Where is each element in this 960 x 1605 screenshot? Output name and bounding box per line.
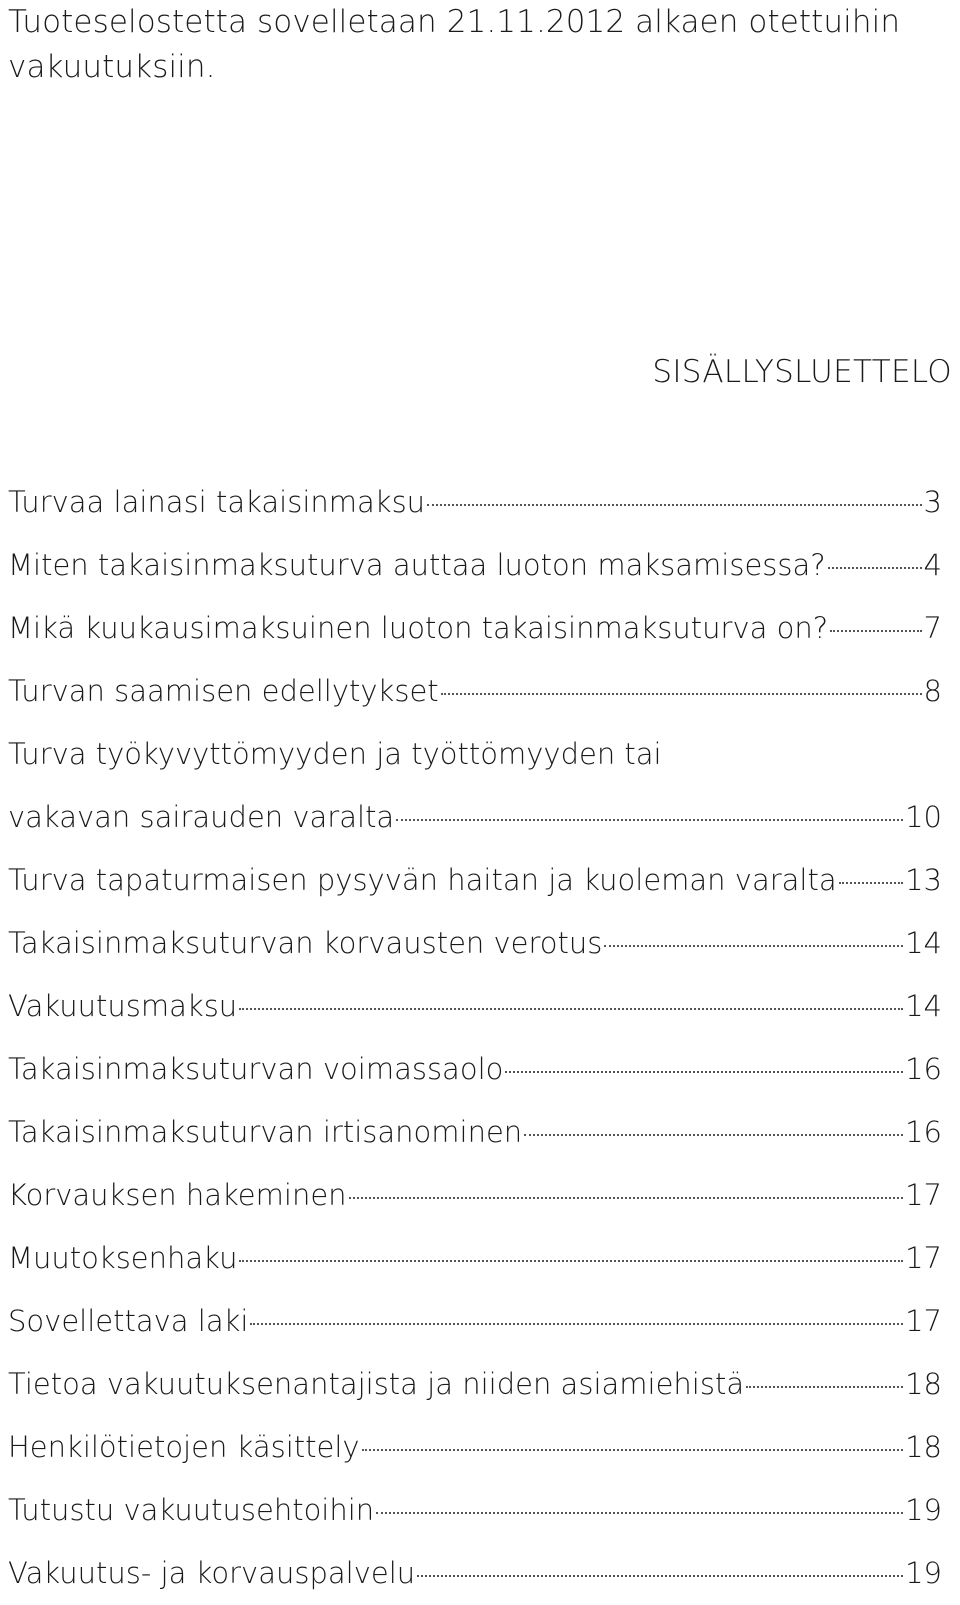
toc-entry[interactable] (8, 1038, 956, 1101)
toc-page-number: 17 (905, 1178, 942, 1212)
toc-page-number: 16 (905, 1052, 942, 1086)
toc-entry-text: Mikä kuukausimaksuinen luoton takaisinmaksuturva on? (8, 611, 829, 645)
toc-page-number: 14 (905, 989, 942, 1023)
toc-leader-dots (604, 945, 903, 947)
toc-entry-text: Takaisinmaksuturvan voimassaolo (8, 1052, 504, 1086)
toc-page-number: 13 (905, 863, 942, 897)
toc-page-number: 17 (905, 1241, 942, 1275)
toc-leader-dots (828, 567, 922, 569)
toc-page-number: 18 (905, 1367, 942, 1401)
toc-leader-dots (427, 504, 921, 506)
toc-entry-text: Turvaa lainasi takaisinmaksu (8, 485, 426, 519)
toc-leader-dots (349, 1197, 904, 1199)
toc-entry-text: Korvauksen hakeminen (8, 1178, 347, 1212)
toc-entry[interactable] (8, 786, 956, 849)
toc-page-number: 3 (923, 485, 942, 519)
toc-entry-text: Tutustu vakuutusehtoihin (8, 1493, 375, 1527)
toc-entry-text: vakavan sairauden varalta (8, 800, 395, 834)
intro-text: Tuoteselostetta sovelletaan 21.11.2012 alkaen otettuihin vakuutuksiin. (8, 4, 901, 85)
toc-entry-text: Turva tapaturmaisen pysyvän haitan ja kuoleman varalta (8, 863, 837, 897)
toc-leader-dots (441, 693, 922, 695)
toc-entry[interactable] (8, 1479, 956, 1542)
toc-leader-dots (250, 1323, 903, 1325)
toc-page-number: 17 (905, 1304, 942, 1338)
toc-page-number: 16 (905, 1115, 942, 1149)
toc-entry[interactable] (8, 1290, 956, 1353)
toc-entry-text: Turvan saamisen edellytykset (8, 674, 439, 708)
toc-entry[interactable] (8, 849, 956, 912)
toc-leader-dots (830, 630, 921, 632)
toc-title: SISÄLLYSLUETTELO (652, 354, 952, 390)
toc-entry[interactable] (8, 534, 956, 597)
toc-entry-text: Tietoa vakuutuksenantajista ja niiden asiamiehistä (8, 1367, 745, 1401)
toc-entry-text: Takaisinmaksuturvan korvausten verotus (8, 926, 603, 960)
toc-leader-dots (839, 882, 903, 884)
toc-entry[interactable] (8, 1416, 956, 1479)
toc-page-number: 7 (923, 611, 942, 645)
toc-entry[interactable] (8, 723, 956, 786)
toc-leader-dots (396, 819, 903, 821)
toc-entry[interactable] (8, 1101, 956, 1164)
toc-entry[interactable] (8, 471, 956, 534)
toc-page-number: 8 (923, 674, 942, 708)
toc-entry[interactable] (8, 975, 956, 1038)
toc-page-number: 18 (905, 1430, 942, 1464)
toc-entry[interactable] (8, 912, 956, 975)
toc-entry-text: Sovellettava laki (8, 1304, 249, 1338)
toc-entry-text: Miten takaisinmaksuturva auttaa luoton maksamisessa? (8, 548, 826, 582)
toc-leader-dots (746, 1386, 903, 1388)
table-of-contents (8, 471, 956, 1605)
toc-leader-dots (376, 1512, 903, 1514)
toc-leader-dots (362, 1449, 904, 1451)
toc-page-number: 14 (905, 926, 942, 960)
toc-leader-dots (417, 1575, 903, 1577)
toc-page-number: 19 (905, 1493, 942, 1527)
toc-entry[interactable] (8, 1164, 956, 1227)
toc-leader-dots (239, 1260, 903, 1262)
toc-entry-text: Vakuutusmaksu (8, 989, 238, 1023)
toc-entry-text: Henkilötietojen käsittely (8, 1430, 360, 1464)
toc-entry[interactable] (8, 1353, 956, 1416)
toc-entry-text: Takaisinmaksuturvan irtisanominen (8, 1115, 523, 1149)
toc-entry[interactable] (8, 660, 956, 723)
toc-entry[interactable] (8, 597, 956, 660)
toc-entry-text: Turva työkyvyttömyyden ja työttömyyden tai (8, 737, 662, 771)
toc-entry-text: Vakuutus- ja korvauspalvelu (8, 1556, 416, 1590)
toc-leader-dots (524, 1134, 903, 1136)
toc-leader-dots (505, 1071, 903, 1073)
toc-page-number: 10 (905, 800, 942, 834)
toc-page-number: 19 (905, 1556, 942, 1590)
toc-entry[interactable] (8, 1227, 956, 1290)
toc-entry[interactable] (8, 1542, 956, 1605)
toc-entry-text: Muutoksenhaku (8, 1241, 238, 1275)
toc-leader-dots (239, 1008, 903, 1010)
toc-page-number: 4 (923, 548, 942, 582)
